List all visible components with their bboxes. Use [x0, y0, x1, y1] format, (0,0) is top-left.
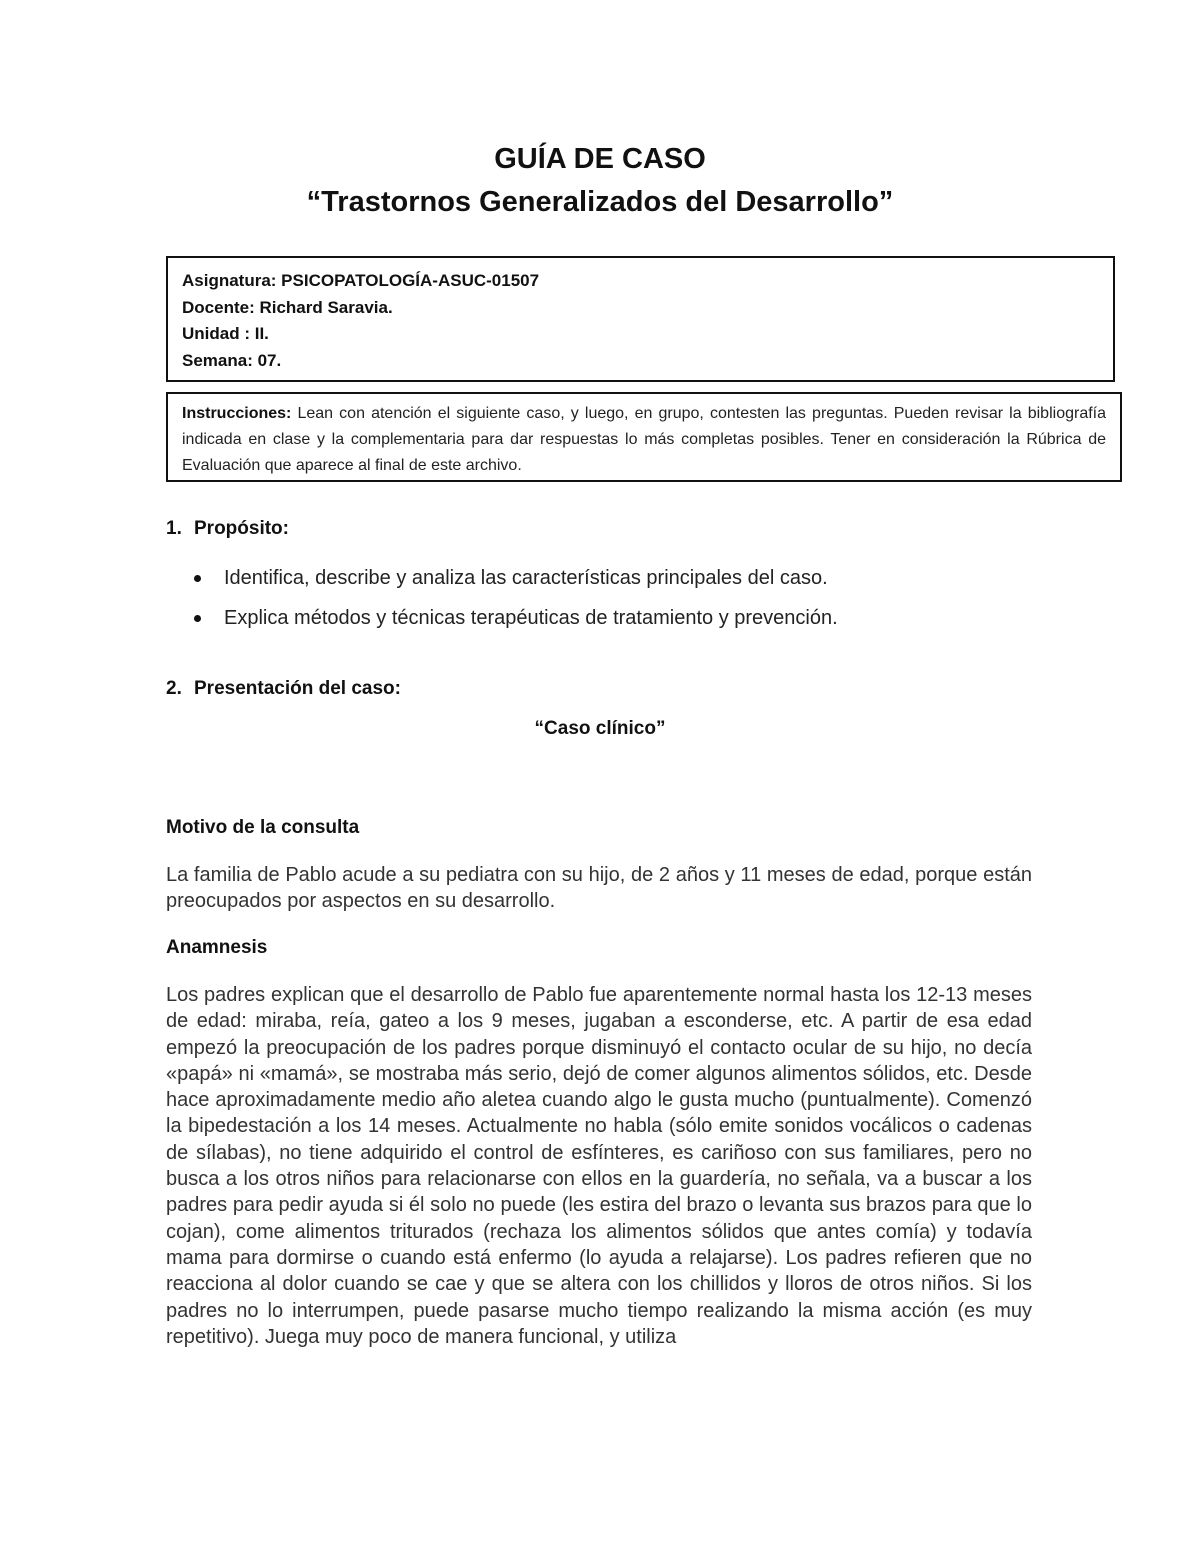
section-proposito-heading: [166, 518, 289, 540]
motivo-paragraph: La familia de Pablo acude a su pediatra con su hijo, de 2 años y 11 meses de edad, porque están preocupados por aspectos en su desarrollo.: [166, 864, 1032, 913]
proposito-list: [190, 558, 838, 638]
list-item-text: Explica métodos y técnicas terapéuticas de tratamiento y prevención.: [224, 607, 838, 629]
semana-line: Semana: 07.: [182, 350, 282, 370]
section-number: 1.: [166, 518, 182, 539]
anamnesis-heading: Anamnesis: [166, 937, 268, 958]
unidad-line: Unidad : II.: [182, 324, 269, 343]
motivo-heading: Motivo de la consulta: [166, 817, 360, 838]
bullet-icon: [194, 615, 201, 622]
instructions-box: [166, 392, 1122, 482]
list-item: [190, 558, 838, 598]
list-item-text: Identifica, describe y analiza las características principales del caso.: [224, 567, 828, 589]
document-subtitle: “Trastornos Generalizados del Desarrollo”: [306, 186, 894, 218]
anamnesis-paragraph: Los padres explican que el desarrollo de Pablo fue aparentemente normal hasta los 12-13 meses de edad: miraba, reía, gateo a los 9 meses, jugaban a esconderse, etc. A partir de esa edad empezó la preocupación de los padres porque disminuyó el contacto ocular de su hijo, no decía «papá» ni «mamá», se mostraba más serio, dejó de comer algunos alimentos sólidos, etc. Desde hace aproximadamente medio año aletea cuando algo le gusta mucho (puntualmente). Comenzó la bipedestación a los 14 meses. Actualmente no habla (sólo emite sonidos vocálicos o cadenas de sílabas), no tiene adquirido el control de esfínteres, es cariñoso con sus familiares, pero no busca a los otros niños para relacionarse con ellos en la guardería, no señala, va a buscar a los padres para pedir ayuda si él solo no puede (les estira del brazo o levanta sus brazos para que lo cojan), come alimentos triturados (rechaza los alimentos sólidos que antes comía) y todavía mama para dormirse o cuando está enfermo (lo ayuda a relajarse). Los padres refieren que no reacciona al dolor cuando se cae y que se altera con los chillidos y lloros de otros niños. Si los padres no lo interrumpen, puede pasarse mucho tiempo realizando la misma acción (es muy repetitivo). Juega muy poco de manera funcional, y utiliza: [166, 984, 1032, 1348]
course-info-box: [166, 256, 1115, 382]
list-item: [190, 598, 838, 638]
instructions-text: Lean con atención el siguiente caso, y luego, en grupo, contesten las preguntas. Pueden revisar la bibliografía indicada en clase y la complementaria para dar respuestas lo más completas posibles. Tener en consideración la Rúbrica de Evaluación que aparece al final de este archivo.: [182, 405, 1106, 474]
section-presentacion-heading: [166, 678, 401, 700]
bullet-icon: [194, 575, 201, 582]
document-title: GUÍA DE CASO: [494, 143, 706, 175]
docente-line: Docente: Richard Saravia.: [182, 297, 393, 317]
case-title: “Caso clínico”: [534, 718, 666, 739]
instructions-label: Instrucciones:: [182, 405, 292, 422]
section-title: Propósito:: [194, 518, 289, 539]
section-number: 2.: [166, 678, 182, 699]
asignatura-line: Asignatura: PSICOPATOLOGÍA-ASUC-01507: [182, 271, 540, 290]
section-title: Presentación del caso:: [194, 678, 401, 699]
